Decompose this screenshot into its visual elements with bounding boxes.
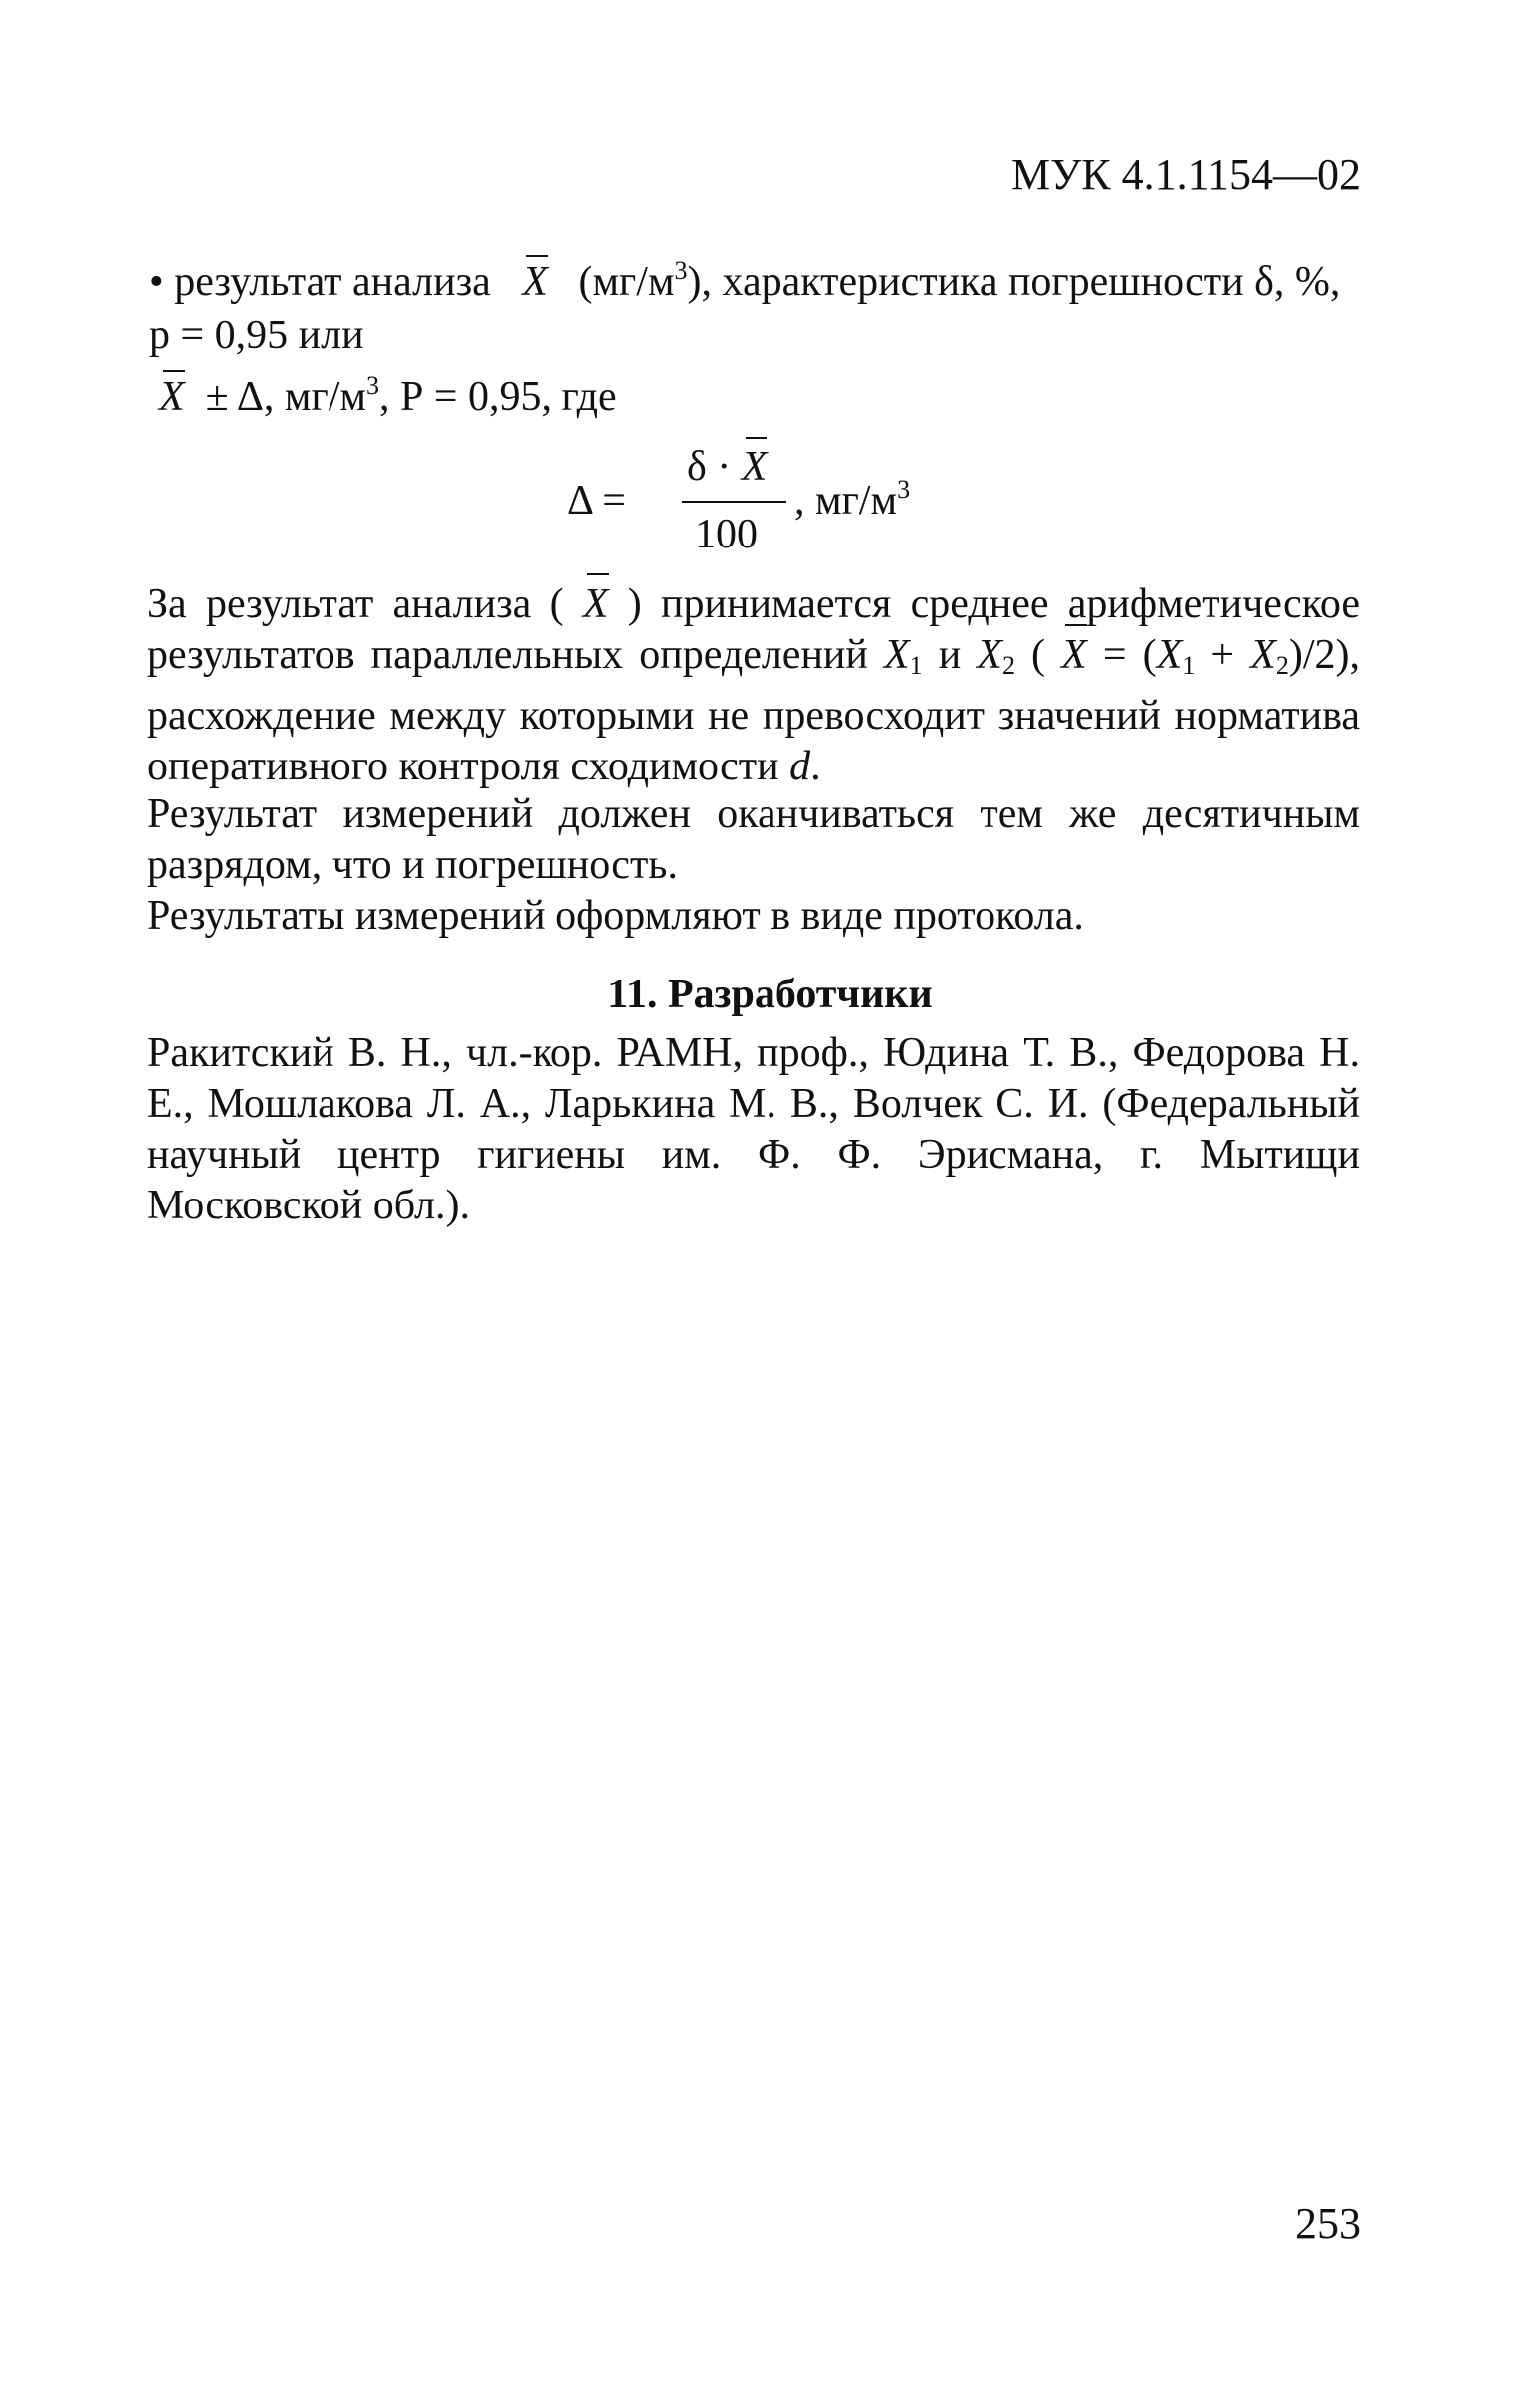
formula-numerator: δ · X [687,444,768,490]
result-line-2: р = 0,95 или [149,313,364,358]
formula-lhs: Δ = [567,478,626,524]
paragraph-authors: Ракитский В. Н., чл.-кор. РАМН, проф., Юдина Т. В., Федорова Н. Е., Мошлакова Л. А., Ларькина М. В., Волчек С. И. (Федеральный научный центр гигиены им. Ф. Ф. Эрисмана, г. Мытищи Московской обл.). [147,1030,1360,1228]
formula-denominator: 100 [695,512,758,557]
section-heading: 11. Разработчики [607,972,933,1017]
formula-unit: , $мг/м^3$ [794,475,911,524]
paragraph-result-definition: За результат анализа ( X ) принимается среднее арифметическое результатов параллельных определений $X_1$ и $X_2$ ( $X = (X_1 + X_2)/2$), расхождение между которыми не превосходит значений норматива оперативного контроля сходимости d. [147,581,1361,789]
document-code-header: МУК 4.1.1154—02 [1011,150,1361,199]
result-label: результат анализа [174,259,491,305]
fraction-bar [682,501,786,503]
paragraph-precision: Результат измерений должен оканчиваться тем же десятичным разрядом, что и погрешность. [147,791,1360,888]
x-mean-symbol: X [522,259,548,305]
page-number: 253 [1295,2199,1361,2248]
result-line-1: • результат анализа X $(мг/м^3)$, характеристика погрешности δ, %, [149,256,1341,305]
result-line-3: X ± Δ, $мг/м^3$, Р = 0,95, где [159,371,617,420]
x-mean-symbol: X [159,374,185,420]
paragraph-protocol: Результаты измерений оформляют в виде протокола. [147,893,1084,939]
bullet: • [149,259,164,305]
